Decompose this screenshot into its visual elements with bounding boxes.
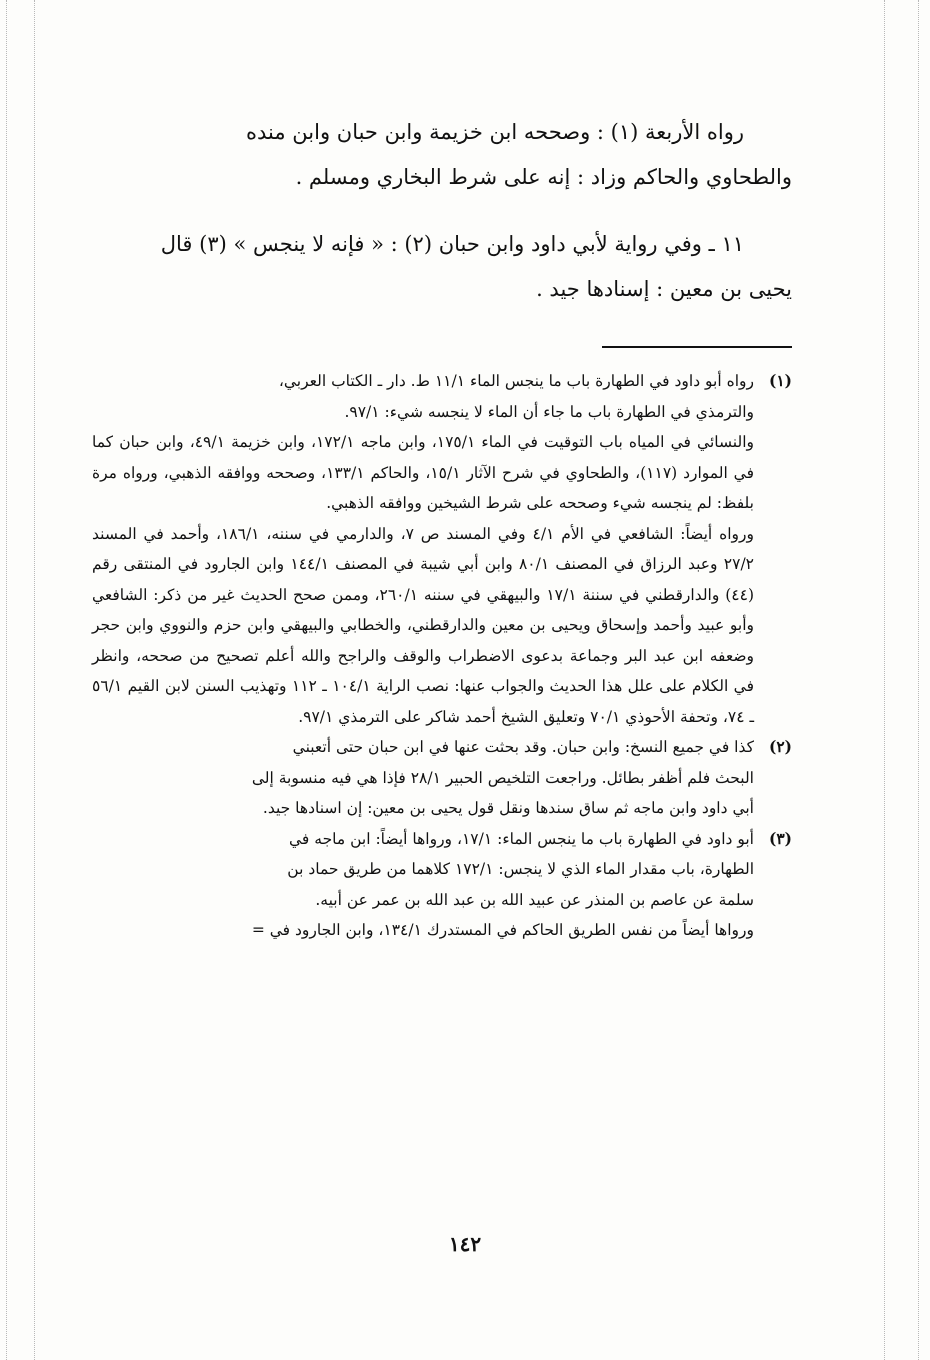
footnote-line: شيبة في المصنف ١٤٤/١ وابن الجارود في المنتقى رقم (٤٤) والدارقطني في [92,555,754,604]
footnote-number: (٣) [768,828,792,848]
page-number: ١٤٢ [448,1232,482,1256]
margin-guide [6,0,7,1360]
footnote-line: ورواها أيضاً من نفس الطريق الحاكم في المستدرك ١٣٤/١، وابن الجارود في = [251,921,754,939]
footnote-line: الطهارة، باب مقدار الماء الذي لا ينجس: ١٧٢/١ كلاهما من طريق حماد بن [287,860,754,878]
hadith-line: يحيى بن معين : إسنادها جيد . [536,277,792,301]
footnote-line: كذا في جميع النسخ: وابن حبان. وقد بحثت عنها في ابن حبان حتى أتعبني [292,738,754,756]
footnote-line: خزيمة ٤٩/١، وابن حبان كما في الموارد (١١٧)، والطحاوي في شرح الآثار [92,433,755,482]
footnote-line: شيء وصححه على شرط الشيخين ووافقه الذهبي. [326,494,646,512]
footnote-number: (١) [768,371,792,390]
footnote-line: ١٨٦/١، وأحمد في المسند ٢٧/٢ وعبد الرزاق في المصنف ٨٠/١ وابن أبي [92,524,754,573]
footnote-line: الاضطراب والوقف والراجح والله أعلم تصحيح من صححه، وانظر في الكلام على [92,646,754,695]
footnote-line: أبو داود في الطهارة باب ما ينجس الماء: ١٧/١، ورواها أيضاً: ابن ماجه في [289,829,754,848]
footnote-line: الشافعي وأبو عبيد وأحمد وإسحاق ويحيى بن معين والدارقطني، والخطابي [92,585,754,634]
footnote-line: سلمة عن عاصم بن المنذر عن عبيد الله بن عبد الله بن عمر عن أبيه. [315,890,754,909]
footnote-line: والترمذي في الطهارة باب ما جاء أن الماء لا ينجسه شيء: ٩٧/١. [344,402,754,421]
footnote-3 [92,824,792,916]
margin-guide [884,0,885,1360]
main-line: والطحاوي والحاكم وزاد : إنه على شرط البخاري ومسلم . [295,165,792,189]
footnote-line: أبي داود وابن ماجه ثم ساق سندها ونقل قول يحيى بن معين: إن اسنادها جيد. [262,799,754,817]
footnote-line: علل هذا الحديث والجواب عنها: نصب الراية ١٠٤/١ ـ ١١٢ وتهذيب السنن لابن [164,677,654,695]
margin-guide [34,0,35,1360]
footnotes [92,366,792,946]
footnote-line: ورواه أيضاً: الشافعي في الأم ٤/١ وفي المسند ص ٧، والدارمي في سننه، [266,524,754,543]
footnote-3-paragraph [92,915,792,946]
footnote-line: سننة ١٧/١ والبيهقي في سننه ٢٦٠/١، وممن صحح الحديث غير من ذكر: [153,585,614,604]
footnote-separator [602,346,792,348]
footnote-2 [92,732,792,824]
footnote-line: القيم ٥٦/١ ـ ٧٤، وتحفة الأحوذي ٧٠/١ وتعليق الشيخ أحمد شاكر على الترمذي [92,677,754,726]
footnote-line: رواه أبو داود في الطهارة باب ما ينجس الماء ١١/١ ط. دار ـ الكتاب العربي، [278,372,754,390]
margin-guide [918,0,919,1360]
footnote-line: ٩٧/١. [298,707,334,726]
footnote-number: (٢) [768,737,792,756]
main-text [92,110,792,312]
footnote-line: البحث فلم أظفر بطائل. وراجعت التلخيص الحبير ٢٨/١ فإذا هي فيه منسوبة إلى [251,768,754,787]
footnote-line: والبيهقي وابن حزم والنووي وابن حجر وضعفه ابن عبد البر وجماعة بدعوى [92,616,754,665]
footnote-1-paragraph [92,427,792,519]
footnote-line: والنسائي في المياه باب التوقيت في الماء ١٧٥/١، وابن ماجه ١٧٢/١، وابن [276,433,754,451]
footnote-line: ١٥/١، والحاكم ١٣٣/١، وصححه ووافقه الذهبي، ورواه مرة بلفظ: لم ينجسه [92,463,754,512]
footnote-1-paragraph [92,519,792,733]
page-body [92,110,792,946]
hadith-line: ١١ ـ وفي رواية لأبي داود وابن حبان (٢) : « فإنه لا ينجس » (٣) قال [160,232,744,256]
footnote-1 [92,366,792,427]
main-line: رواه الأربعة (١) : وصححه ابن خزيمة وابن حبان وابن منده [246,120,744,144]
